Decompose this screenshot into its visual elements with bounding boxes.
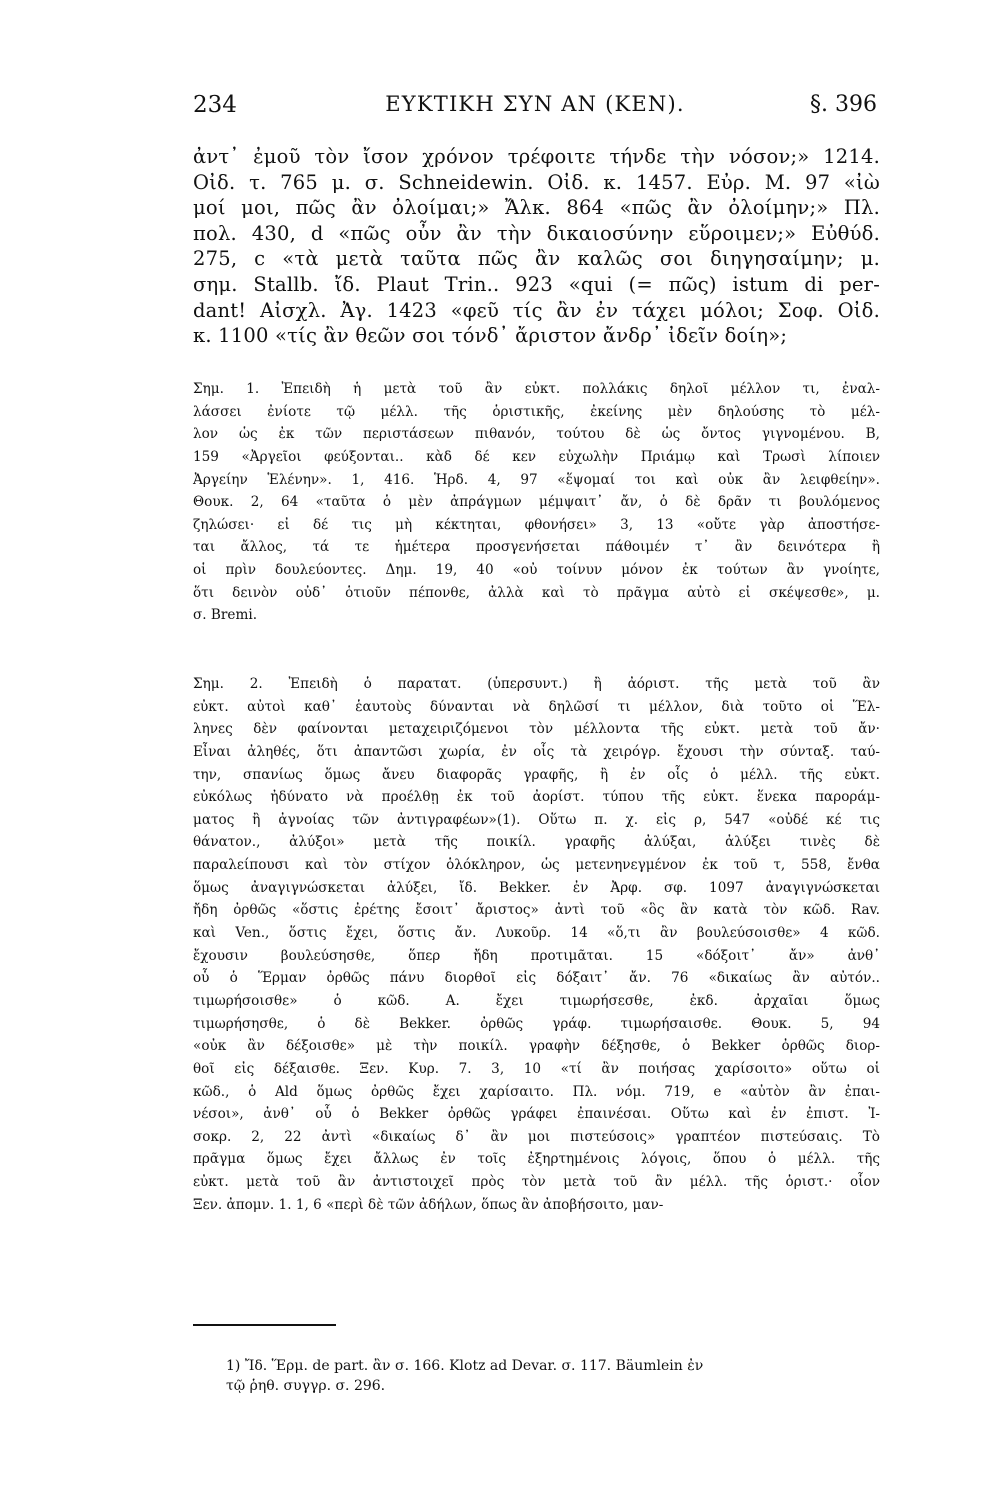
note-line: εὐκτ. μετὰ τοῦ ἂν ἀντιστοιχεῖ πρὸς τὸν μετὰ τοῦ ἂν μέλλ. τῆς ὁριστ.· οἷον <box>193 1174 880 1191</box>
note-line: τιμωρήσοισθε» ὁ κῶδ. Α. ἔχει τιμωρήσεσθε, ἐκδ. ἀρχαῖαι ὅμως <box>193 992 880 1009</box>
note-line: παραλείπουσι καὶ τὸν στίχον ὁλόκληρον, ὡς μετενηνεγμένον ἐκ τοῦ τ, 558, ἔνθα <box>193 857 880 874</box>
note-line: πρᾶγμα ὅμως ἔχει ἄλλως ἐν τοῖς ἐξηρτημένοις λόγοις, ὅπου ὁ μέλλ. τῆς <box>193 1151 880 1168</box>
running-head <box>193 92 877 126</box>
note-line: Σημ. 2. Ἐπειδὴ ὁ παρατατ. (ὑπερσυντ.) ἢ ἀόριστ. τῆς μετὰ τοῦ ἂν <box>193 676 880 692</box>
note-line: Σημ. 1. Ἐπειδὴ ἡ μετὰ τοῦ ἂν εὐκτ. πολλάκις δηλοῖ μέλλον τι, ἐναλ- <box>193 381 880 397</box>
text-line: Οἰδ. τ. 765 μ. σ. Schneidewin. Οἰδ. κ. 1457. Εὐρ. Μ. 97 «ἰὼ <box>193 170 880 194</box>
note-line: κῶδ., ὁ Ald ὅμως ὀρθῶς ἔχει χαρίσαιτο. Πλ. νόμ. 719, e «αὐτὸν ἂν ἐπαι- <box>193 1083 880 1100</box>
footnote-divider <box>193 1324 336 1326</box>
note-line: οὗ ὁ Ἕρμαν ὀρθῶς πάνυ διορθοῖ εἰς δόξαιτ᾽ ἄν. 76 «δικαίως ἂν αὐτόν.. <box>193 970 880 987</box>
note-line: οἱ πρὶν δουλεύοντες. Δημ. 19, 40 «οὐ τοίνυν μόνον ἐκ τούτων ἂν γνοίητε, <box>193 562 880 579</box>
note-line: Θουκ. 2, 64 «ταῦτα ὁ μὲν ἀπράγμων μέμψαιτ᾽ ἄν, ὁ δὲ δρᾶν τι βουλόμενος <box>193 494 880 511</box>
note-1 <box>193 378 880 627</box>
note-line: θοῖ εἰς δέξαισθε. Ξεν. Κυρ. 7. 3, 10 «τί ἂν ποιήσας χαρίσοιτο» οὕτω οἱ <box>193 1060 880 1077</box>
note-line: ζηλώσει· εἰ δέ τις μὴ κέκτηται, φθονήσει» 3, 13 «οὔτε γὰρ ἀποστήσε- <box>193 516 880 533</box>
main-paragraph <box>193 144 880 349</box>
section-number: §. 396 <box>810 92 877 117</box>
footnote-line: τῷ ῥηθ. συγγρ. σ. 296. <box>226 1378 386 1394</box>
note-line: Εἶναι ἀληθές, ὅτι ἀπαντῶσι χωρία, ἐν οἷς τὰ χειρόγρ. ἔχουσι τὴν σύνταξ. ταύ- <box>193 743 880 760</box>
note-line: ὅμως ἀναγιγνώσκεται ἀλύξει, ἴδ. Bekker. ἐν Ἀρφ. σφ. 1097 ἀναγιγνώσκεται <box>193 879 880 896</box>
note-line: Ξεν. ἀπομν. 1. 1, 6 «περὶ δὲ τῶν ἀδήλων, ὅπως ἂν ἀποβήσοιτο, μαν- <box>193 1196 664 1213</box>
note-line: την, σπανίως ὅμως ἄνευ διαφορᾶς γραφῆς, ἢ ἐν οἷς ὁ μέλλ. τῆς εὐκτ. <box>193 766 880 783</box>
note-line: 159 «Ἀργεῖοι φεύξονται.. κὰδ δέ κεν εὐχωλὴν Πριάμῳ καὶ Τρωσὶ λίποιεν <box>193 448 880 465</box>
text-line: σημ. Stallb. ἴδ. Plaut Trin.. 923 «qui (= πῶς) istum di per- <box>193 272 880 296</box>
running-title: ΕΥΚΤΙΚΗ ΣΥΝ ΑΝ (ΚΕΝ). <box>385 92 685 116</box>
text-line: 275, c «τὰ μετὰ ταῦτα πῶς ἂν καλῶς σοι διηγησαίμην; μ. <box>193 247 880 271</box>
footnote-line: 1) Ἴδ. Ἕρμ. de part. ἂν σ. 166. Klotz ad Devar. σ. 117. Bäumlein ἐν <box>226 1358 704 1374</box>
note-line: ματος ἢ ἀγνοίας τῶν ἀντιγραφέων»(1). Οὕτω π. χ. εἰς ρ, 547 «οὐδέ κέ τις <box>193 811 880 828</box>
note-line: καὶ Ven., ὅστις ἔχει, ὅστις ἄν. Λυκοῦρ. 14 «ὅ,τι ἂν βουλεύσοισθε» 4 κῶδ. <box>193 925 880 942</box>
note-line: εὐκτ. αὐτοὶ καθ᾽ ἑαυτοὺς δύνανται νὰ δηλῶσί τι μέλλον, διὰ τοῦτο οἱ Ἕλ- <box>193 698 880 715</box>
text-line: ἀντ᾽ ἐμοῦ τὸν ἴσον χρόνον τρέφοιτε τήνδε τὴν νόσον;» 1214. <box>193 145 880 168</box>
note-line: λάσσει ἐνίοτε τῷ μέλλ. τῆς ὁριστικῆς, ἐκείνης μὲν δηλούσης τὸ μέλ- <box>193 403 880 420</box>
note-line: ἤδη ὀρθῶς «ὅστις ἐρέτης ἔσοιτ᾽ ἄριστος» ἀντὶ τοῦ «ὃς ἂν κατὰ τὸν κῶδ. Rav. <box>193 902 880 919</box>
note-line: «οὐκ ἂν δέξοισθε» μὲ τὴν ποικίλ. γραφὴν δέξησθε, ὁ Bekker ὀρθῶς διορ- <box>193 1038 880 1055</box>
text-line: κ. 1100 «τίς ἂν θεῶν σοι τόνδ᾽ ἄριστον ἄνδρ᾽ ἰδεῖν δοίη»; <box>193 324 788 348</box>
text-line: dant! Αἰσχλ. Ἀγ. 1423 «φεῦ τίς ἂν ἐν τάχει μόλοι; Σοφ. Οἰδ. <box>193 298 880 322</box>
note-line: ται ἄλλος, τά τε ἡμέτερα προσγενήσεται πάθοιμέν τ᾽ ἂν δεινότερα ἢ <box>193 539 880 556</box>
note-line: Ἀργείην Ἑλένην». 1, 416. Ἡρδ. 4, 97 «ἕψομαί τοι καὶ οὐκ ἂν λειφθείην». <box>193 471 880 488</box>
note-line: τιμωρήσησθε, ὁ δὲ Bekker. ὀρθῶς γράφ. τιμωρήσαισθε. Θουκ. 5, 94 <box>193 1015 880 1032</box>
note-line: λον ὡς ἐκ τῶν περιστάσεων πιθανόν, τούτου δὲ ὡς ὄντος γιγνομένου. Β, <box>193 426 880 443</box>
note-line: ληνες δὲν φαίνονται μεταχειριζόμενοι τὸν μέλλοντα τῆς εὐκτ. μετὰ τοῦ ἄν· <box>193 721 880 738</box>
note-line: σ. Bremi. <box>193 607 258 624</box>
note-line: νέσοι», ἀνθ᾽ οὗ ὁ Bekker ὀρθῶς γράφει ἐπαινέσαι. Οὕτω καὶ ἐν ἐπιστ. Ἰ- <box>193 1106 880 1123</box>
note-line: σοκρ. 2, 22 ἀντὶ «δικαίως δ᾽ ἂν μοι πιστεύσοις» γραπτέον πιστεύσαις. Τὸ <box>193 1128 880 1145</box>
text-line: μοί μοι, πῶς ἂν ὀλοίμαι;» Ἄλκ. 864 «πῶς ἂν ὀλοίμην;» Πλ. <box>193 196 880 220</box>
note-line: ὅτι δεινὸν οὐδ᾽ ὁτιοῦν πέπονθε, ἀλλὰ καὶ τὸ πρᾶγμα αὐτὸ εἰ σκέψεσθε», μ. <box>193 584 880 601</box>
footnote <box>226 1356 880 1396</box>
note-line: θάνατον., ἀλύξοι» μετὰ τῆς ποικίλ. γραφῆς ἀλύξαι, ἀλύξει τινὲς δὲ <box>193 834 880 851</box>
note-line: ἔχουσιν βουλεύσησθε, ὅπερ ἤδη προτιμᾶται. 15 «δόξοιτ᾽ ἄν» ἀνθ᾽ <box>193 947 880 964</box>
page-number: 234 <box>193 92 237 118</box>
note-line: εὐκόλως ἠδύνατο νὰ προέλθῃ ἐκ τοῦ ἀορίστ. τύπου τῆς εὐκτ. ἕνεκα παροράμ- <box>193 789 880 806</box>
note-2 <box>193 673 880 1216</box>
text-line: πολ. 430, d «πῶς οὖν ἂν τὴν δικαιοσύνην εὕροιμεν;» Εὐθύδ. <box>193 221 880 245</box>
